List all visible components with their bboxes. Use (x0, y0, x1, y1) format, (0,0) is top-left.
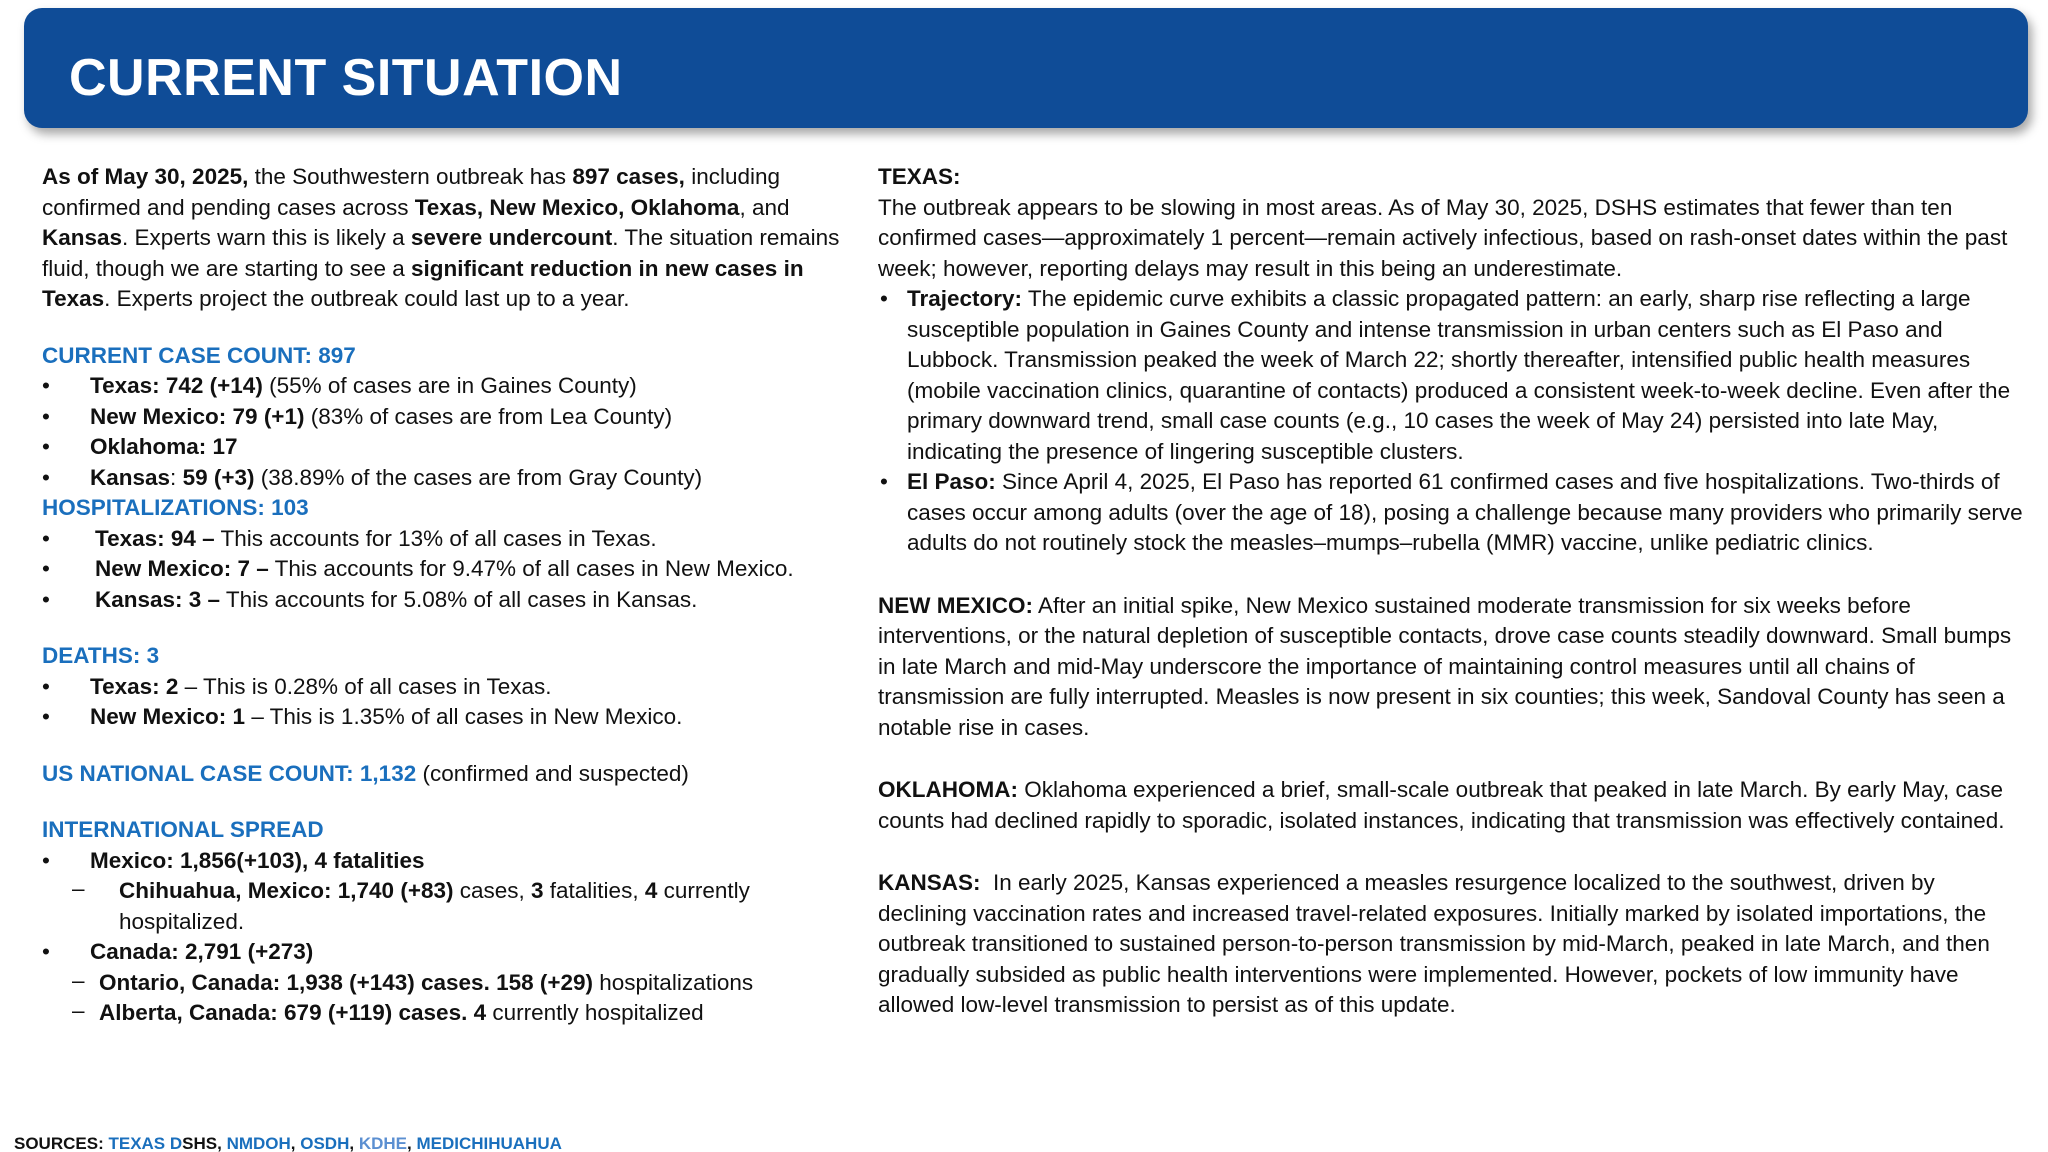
list-item (42, 371, 842, 402)
list-item-mexico (42, 846, 842, 877)
oklahoma-body: Oklahoma experienced a brief, small-scale outbreak that peaked in late March. By early May, case counts had declined rapidly to sporadic, isolated instances, indicating that transmission was effectively contained. (878, 777, 2005, 833)
intro-text-1: the Southwestern outbreak has (248, 164, 573, 189)
item-bold: New Mexico: 79 (+1) (90, 403, 305, 429)
source-link-text[interactable]: SHS (182, 1134, 218, 1152)
source-link-medichihuahua[interactable]: MEDICHIHUAHUA (416, 1134, 562, 1152)
item-bold: New Mexico: 7 – (95, 556, 269, 581)
item-text: currently hospitalized. (119, 878, 750, 934)
item-bold: Trajectory: (907, 286, 1023, 311)
texas-bullets (878, 284, 2028, 559)
oklahoma-heading: OKLAHOMA: (878, 777, 1018, 802)
source-link-nmdoh[interactable]: NMDOH (226, 1134, 291, 1152)
source-link-kdhe[interactable]: KDHE (358, 1134, 407, 1152)
hospitalizations-list (42, 524, 842, 616)
title-banner (24, 8, 2028, 128)
list-item (42, 463, 842, 494)
list-item (42, 432, 842, 463)
list-item (42, 672, 842, 703)
item-text: This accounts for 5.08% of all cases in Kansas. (220, 586, 698, 612)
item-bold: Oklahoma: 17 (90, 434, 238, 459)
list-item (42, 524, 842, 555)
item-bold: Texas: 94 – (95, 525, 215, 551)
list-item-trajectory (878, 284, 2028, 467)
item-bold: 4 (644, 878, 658, 903)
left-column (42, 162, 842, 1029)
list-item-el-paso (878, 467, 2028, 559)
item-bold: Kansas (90, 464, 171, 490)
separator: , (217, 1134, 227, 1152)
intro-text-4: . Experts warn this is likely a (122, 225, 411, 250)
national-text: (confirmed and suspected) (416, 760, 689, 786)
national-heading: US NATIONAL CASE COUNT: 1,132 (42, 760, 417, 786)
item-bold: Chihuahua, Mexico: 1,740 (+83) (119, 878, 454, 903)
item-bold: Ontario, Canada: 1,938 (+143) cases. 158 (+29) (99, 969, 594, 995)
item-text: : (170, 464, 183, 490)
canada-sublist (42, 968, 842, 1029)
source-link-text[interactable]: TEXAS D (108, 1134, 183, 1152)
list-item-canada (42, 937, 842, 968)
item-bold: El Paso: (907, 469, 996, 494)
item-text: – This is 1.35% of all cases in New Mexico. (245, 704, 683, 729)
item-text: (55% of cases are in Gaines County) (262, 373, 637, 398)
oklahoma-paragraph (878, 775, 2028, 836)
item-bold: 3 (531, 878, 544, 903)
kansas-body: In early 2025, Kansas experienced a measles resurgence localized to the southwest, driven by declining vaccination rates and increased travel-related exposures. Initially marked by isolated importations, the outbreak transitioned to sustained person-to-person transmission by mid-March, peaked in late March, and then gradually subsided as public health interventions were implemented. However, pockets of low immunity have allowed low-level transmission to persist as of this update. (878, 870, 1997, 1017)
case-count-heading: CURRENT CASE COUNT: 897 (42, 342, 356, 368)
international-heading: INTERNATIONAL SPREAD (42, 817, 324, 842)
item-bold: 59 (+3) (182, 464, 255, 490)
intro-paragraph (42, 162, 842, 315)
separator: , (349, 1134, 359, 1152)
item-text: (83% of cases are from Lea County) (304, 403, 673, 429)
item-text: fatalities, (543, 878, 645, 903)
sources-label: SOURCES: (14, 1134, 109, 1152)
item-text: hospitalizations (593, 969, 754, 995)
texas-heading: TEXAS: (878, 164, 961, 189)
intro-text-2: including confirmed and pending cases across (42, 164, 781, 220)
mexico-sublist (42, 876, 842, 937)
list-item (42, 554, 842, 585)
case-count-list (42, 371, 842, 493)
list-item (42, 402, 842, 433)
page-title: CURRENT SITUATION (69, 49, 623, 107)
source-link-texas-dshs[interactable] (108, 1134, 217, 1152)
international-list (42, 846, 842, 877)
item-text: (38.89% of the cases are from Gray County) (254, 464, 703, 490)
intro-text-6: . Experts project the outbreak could last up to a year. (104, 286, 630, 311)
list-item-chihuahua (42, 876, 842, 937)
list-item (42, 702, 842, 733)
source-link-osdh[interactable]: OSDH (300, 1134, 350, 1152)
kansas-paragraph (878, 868, 2028, 1021)
item-text: The epidemic curve exhibits a classic propagated pattern: an early, sharp rise reflecting a large susceptible population in Gaines County and intense transmission in urban centers such as El Paso and Lubbock. Transmission peaked the week of March 22; shortly thereafter, intensified public health measures (mobile vaccination clinics, quarantine of contacts) produced a consistent week-to-week decline. Even after the primary downward trend, small case counts (e.g., 10 cases the week of May 24) persisted into late May, indicating the presence of lingering susceptible clusters. (907, 286, 2011, 464)
item-text: currently hospitalized (486, 1000, 704, 1025)
item-bold: Texas: 2 (90, 673, 179, 699)
texas-body: The outbreak appears to be slowing in most areas. As of May 30, 2025, DSHS estimates that fewer than ten confirmed cases—approximately 1 percent—remain actively infectious, based on rash-onset dates within the past week; however, reporting delays may result in this being an underestimate. (878, 194, 2008, 281)
new-mexico-body: After an initial spike, New Mexico sustained moderate transmission for six weeks before interventions, or the natural depletion of susceptible contacts, drove case counts steadily downward. Small bumps in late March and mid-May underscore the importance of maintaining control measures until all chains of transmission are fully interrupted. Measles is now present in six counties; this week, Sandoval County has seen a notable rise in cases. (878, 592, 2012, 740)
deaths-heading: DEATHS: 3 (42, 643, 160, 668)
item-bold: Texas: 742 (+14) (90, 373, 263, 398)
sources-line (14, 1134, 562, 1152)
item-text: – This is 0.28% of all cases in Texas. (178, 673, 552, 699)
item-text: Since April 4, 2025, El Paso has reported 61 confirmed cases and five hospitalizations. Two-thirds of cases occur among adults (over the age of 18), posing a challenge because many providers who primarily serve adults do not routinely stock the measles–mumps–rubella (MMR) vaccine, unlike pediatric clinics. (907, 469, 2023, 555)
national-count (42, 759, 842, 790)
separator: , (290, 1134, 301, 1152)
separator: , (407, 1134, 417, 1152)
intro-undercount: severe undercount (410, 225, 613, 250)
list-item-alberta (42, 998, 842, 1029)
intro-reduction: significant reduction in new cases in Texas (42, 255, 804, 311)
intro-text-5: . The situation remains fluid, though we are starting to see a (42, 225, 840, 281)
intro-kansas: Kansas (42, 225, 123, 250)
item-text: cases, (453, 878, 532, 903)
new-mexico-paragraph (878, 591, 2028, 744)
item-bold: Mexico: 1,856(+103), 4 fatalities (90, 847, 425, 873)
new-mexico-heading: NEW MEXICO: (878, 592, 1033, 618)
item-text: This accounts for 13% of all cases in Texas. (214, 525, 657, 551)
intro-states: Texas, New Mexico, Oklahoma (414, 194, 740, 220)
intro-text-3: , and (739, 194, 790, 220)
item-text: This accounts for 9.47% of all cases in New Mexico. (268, 556, 794, 581)
item-bold: Alberta, Canada: 679 (+119) cases. 4 (99, 1000, 487, 1025)
list-item (42, 585, 842, 616)
item-bold: Canada: 2,791 (+273) (90, 939, 314, 964)
item-bold: Kansas: 3 – (95, 586, 221, 612)
intro-cases: 897 cases, (572, 164, 685, 189)
list-item-ontario (42, 968, 842, 999)
right-column (878, 162, 2028, 1021)
intro-date: As of May 30, 2025, (42, 164, 249, 189)
canada-list (42, 937, 842, 968)
kansas-heading: KANSAS: (878, 870, 981, 895)
item-bold: New Mexico: 1 (90, 704, 246, 729)
hospitalizations-heading: HOSPITALIZATIONS: 103 (42, 495, 309, 520)
deaths-list (42, 672, 842, 733)
